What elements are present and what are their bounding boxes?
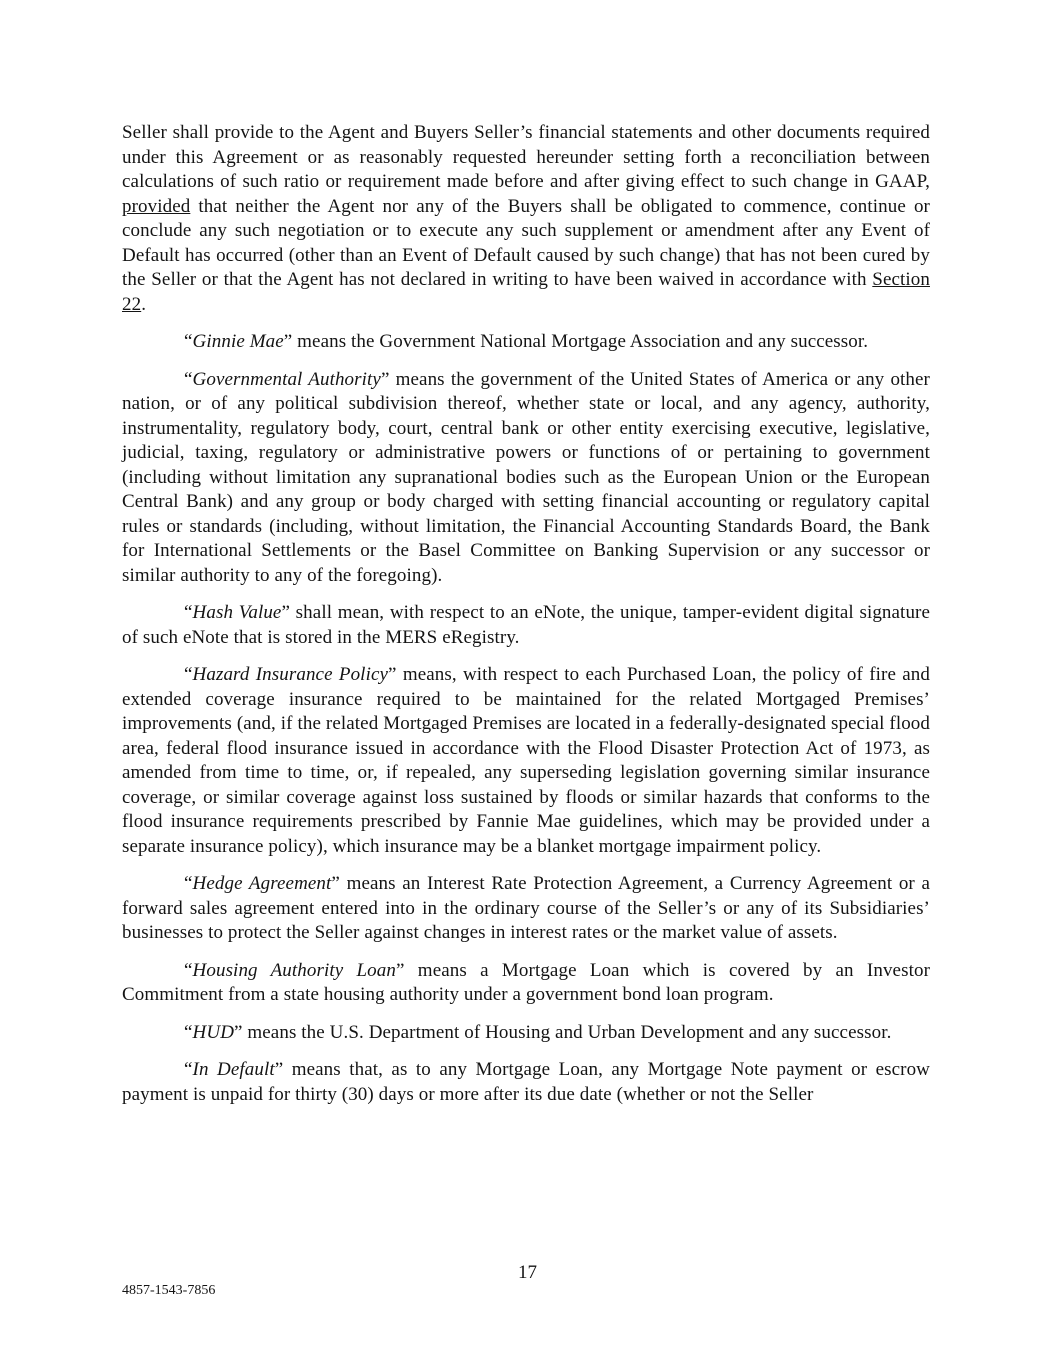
paragraph <box>122 959 930 1008</box>
italic-text: HUD <box>192 1021 235 1043</box>
text-segment: “ <box>184 873 193 894</box>
italic-text: Governmental Authority <box>192 368 381 390</box>
text-segment: . <box>141 293 147 315</box>
text-segment: “ <box>184 1059 193 1080</box>
paragraph <box>122 368 930 589</box>
page-number: 17 <box>518 1262 537 1283</box>
text-segment: “ <box>184 602 193 623</box>
text-segment: “ <box>184 959 193 981</box>
italic-text: In Default <box>192 1059 275 1080</box>
paragraph <box>122 121 930 317</box>
text-segment: “ <box>184 664 193 685</box>
italic-text: Hedge Agreement <box>192 873 332 894</box>
text-segment: ” shall mean, with respect to an eNote, the unique, tamper-evident digital signature of such eNote that is stored in the MERS eRegistry. <box>122 602 930 648</box>
paragraph <box>122 663 930 859</box>
underline-text: provided <box>122 195 191 217</box>
paragraph <box>122 872 930 946</box>
italic-text: Hazard Insurance Policy <box>192 664 389 685</box>
paragraph <box>122 601 930 650</box>
text-segment: ” means a Mortgage Loan which is covered by an Investor Commitment from a state housing authority under a government bond loan program. <box>122 959 930 1005</box>
text-segment: ” means the U.S. Department of Housing and Urban Development and any successor. <box>234 1021 892 1043</box>
text-segment: ” means, with respect to each Purchased Loan, the policy of fire and extended coverage insurance required to be maintained for the related Mortgaged Premises’ improvements (and, if the related Mortgaged Premises are located in a federally-designated special flood area, federal flood insurance issued in accordance with the Flood Disaster Protection Act of 1973, as amended from time to time, or, if repealed, any superseding legislation governing similar insurance coverage, or similar coverage against loss sustained by floods or similar hazards that conforms to the flood insurance requirements prescribed by Fannie Mae guidelines, which may be provided under a separate insurance policy), which insurance may be a blanket mortgage impairment policy. <box>122 664 930 857</box>
paragraph <box>122 1058 930 1107</box>
italic-text: Hash Value <box>192 602 282 623</box>
text-segment: Seller shall provide to the Agent and Buyers Seller’s financial statements and other documents required under this Agreement or as reasonably requested hereunder setting forth a reconciliation between calculations of such ratio or requirement made before and after giving effect to such change in GAAP, <box>122 122 930 192</box>
italic-text: Housing Authority Loan <box>192 959 396 981</box>
text-segment: “ <box>184 368 193 390</box>
document-control-number: 4857-1543-7856 <box>122 1283 216 1298</box>
text-segment: that neither the Agent nor any of the Buyers shall be obligated to commence, continue or conclude any such negotiation or to execute any such supplement or amendment after any Event of Default has occurred (other than an Event of Default caused by such change) that has not been cured by the Seller or that the Agent has not declared in writing to have been waived in accordance with <box>122 195 930 290</box>
text-segment: “ <box>184 331 193 352</box>
underline-text: Section 22 <box>122 269 930 315</box>
text-segment: ” means that, as to any Mortgage Loan, any Mortgage Note payment or escrow payment is unpaid for thirty (30) days or more after its due date (whether or not the Seller <box>122 1059 930 1105</box>
text-segment: ” means the Government National Mortgage Association and any successor. <box>283 331 869 352</box>
text-segment: “ <box>184 1021 193 1043</box>
text-segment: ” means an Interest Rate Protection Agreement, a Currency Agreement or a forward sales agreement entered into in the ordinary course of the Seller’s or any of its Subsidiaries’ businesses to protect the Seller against changes in interest rates or the market value of assets. <box>122 873 931 943</box>
paragraph <box>122 330 930 355</box>
italic-text: Ginnie Mae <box>192 331 284 352</box>
paragraph <box>122 1021 930 1046</box>
document-body <box>122 121 930 1120</box>
text-segment: ” means the government of the United States of America or any other nation, or of any political subdivision thereof, whether state or local, and any agency, authority, instrumentality, regulatory body, court, central bank or other entity exercising executive, legislative, judicial, taxing, regulatory or administrative powers or functions of or pertaining to government (including without limitation any supranational bodies such as the European Union or the European Central Bank) and any group or body charged with setting financial accounting or regulatory capital rules or standards (including, without limitation, the Financial Accounting Standards Board, the Bank for International Settlements or the Basel Committee on Banking Supervision or any successor or similar authority to any of the foregoing). <box>122 368 930 586</box>
